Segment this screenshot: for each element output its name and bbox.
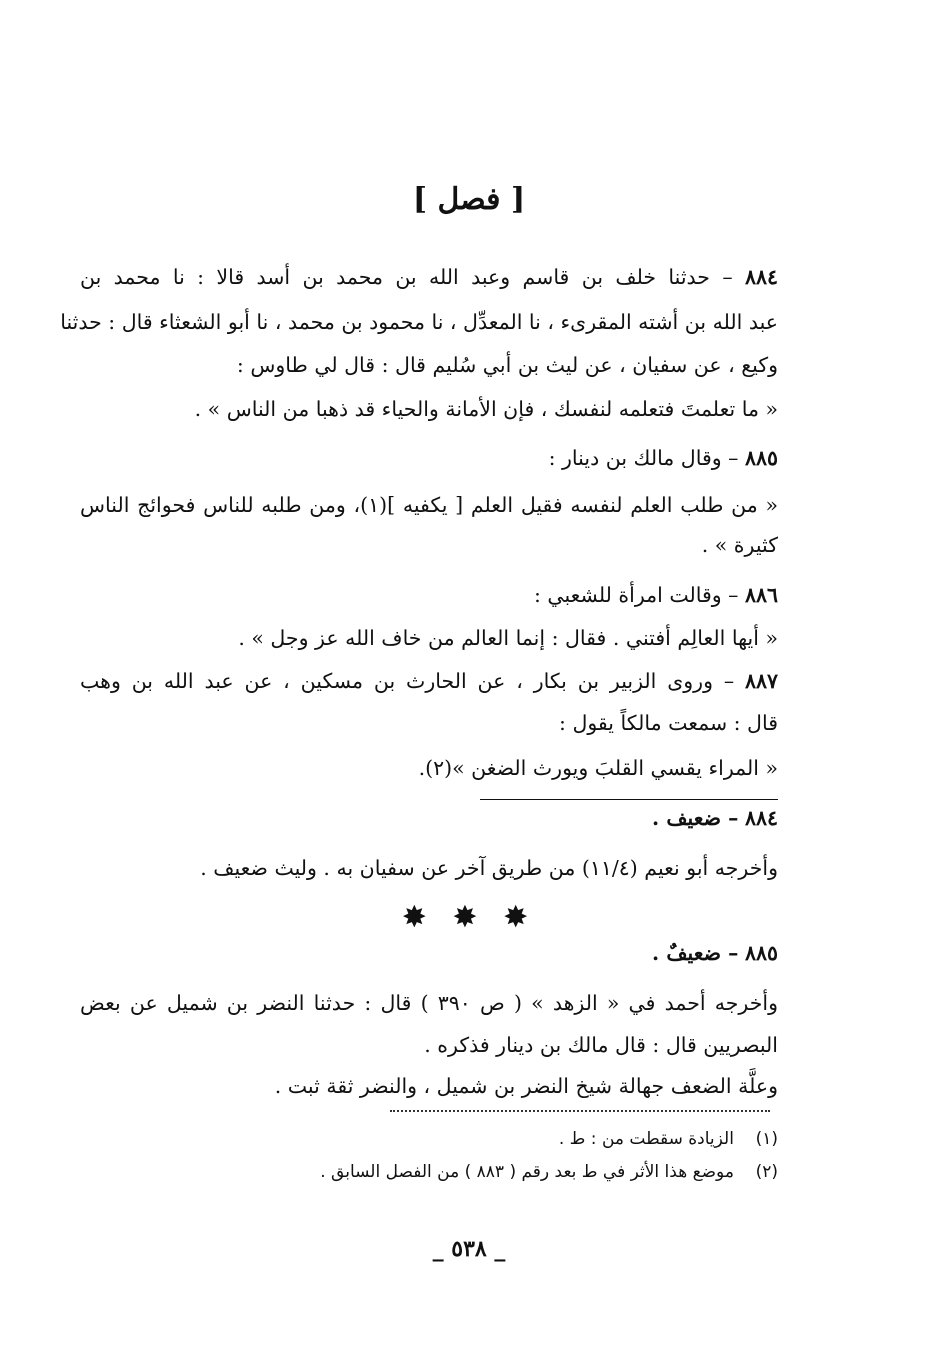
footnote-divider [390, 1110, 770, 1112]
entry-text: – وقال مالك بن دينار : [548, 446, 739, 470]
footnote-text: الزيادة سقطت من : ط . [558, 1129, 734, 1149]
note-884-heading [80, 803, 778, 833]
note-885-line-1: وأخرجه أحمد في « الزهد » ( ص ٣٩٠ ) قال : حدثنا النضر بن شميل عن بعض [80, 991, 778, 1015]
entry-885-line-1 [80, 443, 778, 473]
entry-886-line-1 [80, 580, 778, 610]
note-885-heading [80, 938, 778, 968]
footnote-text: موضع هذا الأثر في ط بعد رقم ( ٨٨٣ ) من الفصل السابق . [320, 1162, 734, 1182]
footnote-marker: (١) [755, 1129, 778, 1149]
entry-884-line-1 [80, 262, 778, 292]
note-number: ٨٨٤ [744, 806, 778, 830]
footnote-2 [80, 1157, 778, 1187]
entry-885-quote-2: كثيرة » . [701, 533, 778, 557]
entry-887-line-2: قال : سمعت مالكاً يقول : [559, 711, 778, 735]
separator-stars: ✸ ✸ ✸ [401, 900, 537, 935]
entry-number: ٨٨٦ [744, 583, 778, 607]
entry-887-quote: « المراء يقسي القلبَ ويورث الضغن »(٢). [418, 756, 778, 780]
entry-text: – وقالت امرأة للشعبي : [533, 583, 739, 607]
page-number: _ ٥٣٨ _ [432, 1236, 506, 1262]
entry-number: ٨٨٤ [744, 265, 778, 289]
note-885-line-3: وعلَّة الضعف جهالة شيخ النضر بن شميل ، والنضر ثقة ثبت . [274, 1074, 778, 1098]
note-grade: – ضعيفٌ . [652, 941, 739, 965]
entry-884-quote: « ما تعلمتَ فتعلمه لنفسك ، فإن الأمانة والحياء قد ذهبا من الناس » . [194, 397, 778, 421]
note-884-text: وأخرجه أبو نعيم (١١/٤) من طريق آخر عن سفيان به . وليث ضعيف . [200, 856, 778, 880]
footnote-1 [80, 1124, 778, 1154]
entry-884-line-2: عبد الله بن أشته المقرىء ، نا المعدِّل ، نا محمود بن محمد ، نا أبو الشعثاء قال : حدثنا [60, 310, 778, 334]
entry-886-quote: « أيها العالِم أفتني . فقال : إنما العالم من خاف الله عز وجل » . [238, 626, 778, 650]
footnote-marker: (٢) [755, 1162, 778, 1182]
entry-text: – وروى الزبير بن بكار ، عن الحارث بن مسكين ، عن عبد الله بن وهب [80, 669, 735, 693]
note-grade: – ضعيف . [652, 806, 739, 830]
entry-884-line-3: وكيع ، عن سفيان ، عن ليث بن أبي سُليم قال : قال لي طاوس : [236, 353, 778, 377]
entry-number: ٨٨٥ [744, 446, 778, 470]
notes-divider [480, 799, 778, 800]
section-heading: [ فصل ] [412, 182, 526, 217]
entry-number: ٨٨٧ [744, 669, 778, 693]
entry-885-quote-1: « من طلب العلم لنفسه فقيل العلم [ يكفيه ](١)، ومن طلبه للناس فحوائج الناس [80, 493, 779, 517]
note-885-line-2: البصريين قال : قال مالك بن دينار فذكره . [424, 1033, 778, 1057]
note-number: ٨٨٥ [744, 941, 778, 965]
entry-887-line-1 [80, 666, 778, 696]
entry-text: – حدثنا خلف بن قاسم وعبد الله بن محمد بن أسد قالا : نا محمد بن [80, 265, 733, 289]
